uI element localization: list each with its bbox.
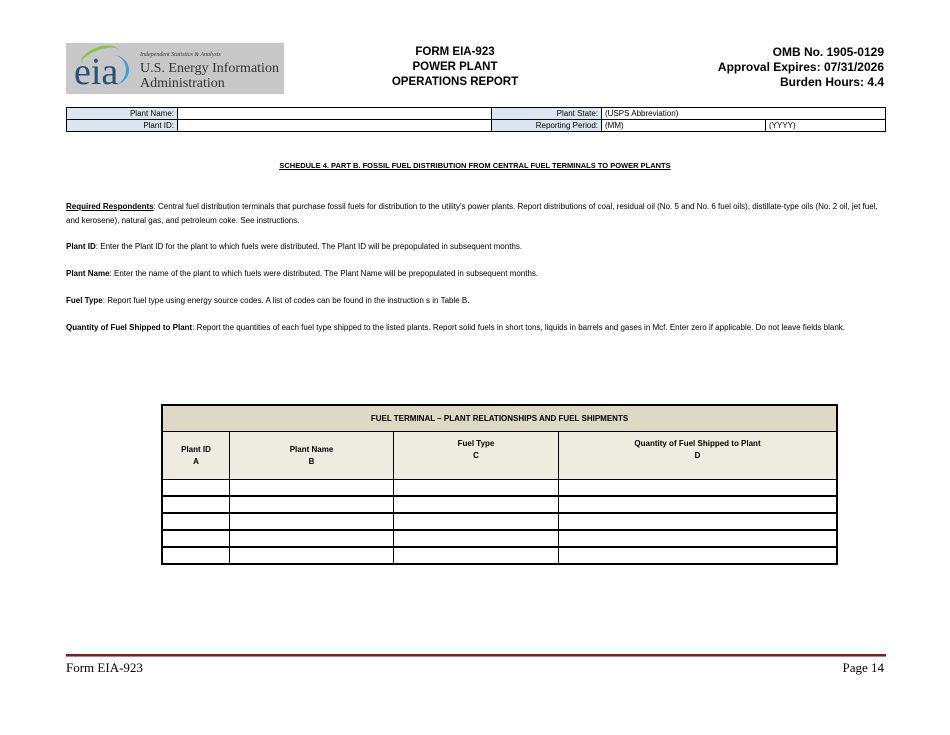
quantity-cell[interactable] bbox=[559, 480, 838, 497]
fuel-type-cell[interactable] bbox=[394, 530, 559, 547]
table-title: FUEL TERMINAL – PLANT RELATIONSHIPS AND FUEL SHIPMENTS bbox=[162, 405, 837, 432]
logo-name-line2: Administration bbox=[140, 76, 225, 91]
table-row bbox=[162, 513, 837, 530]
form-title-line1: POWER PLANT bbox=[412, 61, 498, 73]
instruction-term: Required Respondents bbox=[66, 202, 154, 211]
fuel-shipments-table bbox=[161, 404, 838, 565]
column-header-fuel-type bbox=[394, 432, 559, 480]
instruction-term: Quantity of Fuel Shipped to Plant bbox=[66, 323, 193, 332]
column-letter: C bbox=[473, 451, 479, 460]
approval-expires: Approval Expires: 07/31/2026 bbox=[717, 60, 884, 74]
plant-name-cell[interactable] bbox=[230, 480, 394, 497]
plant-state-label: Plant State: bbox=[492, 108, 602, 120]
plant-id-cell[interactable] bbox=[162, 513, 230, 530]
column-label: Plant ID bbox=[181, 444, 211, 454]
burden-hours: Burden Hours: 4.4 bbox=[779, 75, 884, 89]
plant-info-table bbox=[66, 107, 886, 132]
quantity-cell[interactable] bbox=[559, 530, 838, 547]
plant-name-cell[interactable] bbox=[230, 530, 394, 547]
plant-id-cell[interactable] bbox=[162, 480, 230, 497]
form-title-line2: OPERATIONS REPORT bbox=[391, 76, 519, 88]
column-header-plant-name bbox=[230, 432, 394, 480]
column-letter: D bbox=[694, 451, 701, 460]
instruction-quantity bbox=[66, 321, 886, 335]
footer-page-number: Page 14 bbox=[842, 660, 884, 675]
instruction-text: : Report the quantities of each fuel type shipped to the listed plants. Report solid fuels in short tons, liquids in barrels and gases in Mcf. Enter zero if applicable. Do not leave fields blank. bbox=[192, 323, 846, 332]
column-label: Fuel Type bbox=[457, 439, 495, 448]
plant-id-cell[interactable] bbox=[162, 530, 230, 547]
plant-id-cell[interactable] bbox=[162, 547, 230, 564]
instruction-term: Fuel Type bbox=[66, 296, 103, 305]
column-letter: B bbox=[308, 456, 315, 466]
plant-name-cell[interactable] bbox=[230, 496, 394, 513]
logo-name-line1: U.S. Energy Information bbox=[140, 61, 279, 76]
instruction-plant-id bbox=[66, 240, 886, 254]
fuel-type-cell[interactable] bbox=[394, 496, 559, 513]
plant-name-label: Plant Name: bbox=[67, 108, 178, 120]
footer-divider bbox=[66, 654, 886, 657]
instruction-term: Plant ID bbox=[66, 242, 96, 251]
logo-tagline: Independent Statistics & Analysis bbox=[140, 52, 221, 58]
column-header-plant-id bbox=[162, 432, 230, 480]
instruction-text: : Report fuel type using energy source codes. A list of codes can be found in the instruction s in Table B. bbox=[102, 296, 470, 305]
quantity-cell[interactable] bbox=[559, 513, 838, 530]
reporting-period-label: Reporting Period: bbox=[492, 120, 602, 132]
table-row bbox=[162, 496, 837, 513]
form-title bbox=[380, 45, 530, 90]
column-letter: A bbox=[193, 456, 199, 466]
period-year-field[interactable]: (YYYY) bbox=[766, 120, 886, 132]
quantity-cell[interactable] bbox=[559, 547, 838, 564]
quantity-cell[interactable] bbox=[559, 496, 838, 513]
plant-id-cell[interactable] bbox=[162, 496, 230, 513]
instruction-text: : Enter the Plant ID for the plant to which fuels were distributed. The Plant ID will be prepopulated in subsequent months. bbox=[95, 242, 523, 251]
schedule-title: SCHEDULE 4. PART B. FOSSIL FUEL DISTRIBUTION FROM CENTRAL FUEL TERMINALS TO POWER PLANTS bbox=[279, 161, 671, 170]
instruction-required-respondents bbox=[66, 200, 886, 228]
omb-info bbox=[718, 45, 884, 90]
instruction-text: : Central fuel distribution terminals that purchase fossil fuels for distribution to the utility's power plants. Report distributions of coal, residual oil (No. 5 and No. 6 fuel oils), distillate-type oils (No. 2 oil, jet fuel, and kerosene), natural gas, and petroleum coke. See instructions. bbox=[66, 202, 878, 225]
plant-id-field[interactable] bbox=[178, 120, 492, 132]
column-label: Quantity of Fuel Shipped to Plant bbox=[634, 439, 761, 448]
plant-name-cell[interactable] bbox=[230, 547, 394, 564]
plant-name-cell[interactable] bbox=[230, 513, 394, 530]
omb-number: OMB No. 1905-0129 bbox=[772, 45, 884, 59]
fuel-type-cell[interactable] bbox=[394, 547, 559, 564]
plant-id-label: Plant ID: bbox=[67, 120, 178, 132]
instruction-text: : Enter the name of the plant to which fuels were distributed. The Plant Name will be prepopulated in subsequent months. bbox=[109, 269, 539, 278]
footer-form-name: Form EIA-923 bbox=[66, 660, 143, 675]
instruction-term: Plant Name bbox=[66, 269, 110, 278]
table-row bbox=[162, 530, 837, 547]
table-row bbox=[162, 480, 837, 497]
form-number: FORM EIA-923 bbox=[415, 46, 495, 58]
instruction-plant-name bbox=[66, 267, 886, 281]
fuel-type-cell[interactable] bbox=[394, 513, 559, 530]
instruction-fuel-type bbox=[66, 294, 886, 308]
eia-logo bbox=[66, 43, 284, 94]
plant-name-field[interactable] bbox=[178, 108, 492, 120]
plant-state-field[interactable]: (USPS Abbreviation) bbox=[602, 108, 886, 120]
table-row bbox=[162, 547, 837, 564]
column-label: Plant Name bbox=[289, 444, 334, 454]
logo-mark: eia bbox=[74, 51, 119, 93]
column-header-quantity bbox=[559, 432, 838, 480]
period-month-field[interactable]: (MM) bbox=[602, 120, 766, 132]
fuel-type-cell[interactable] bbox=[394, 480, 559, 497]
